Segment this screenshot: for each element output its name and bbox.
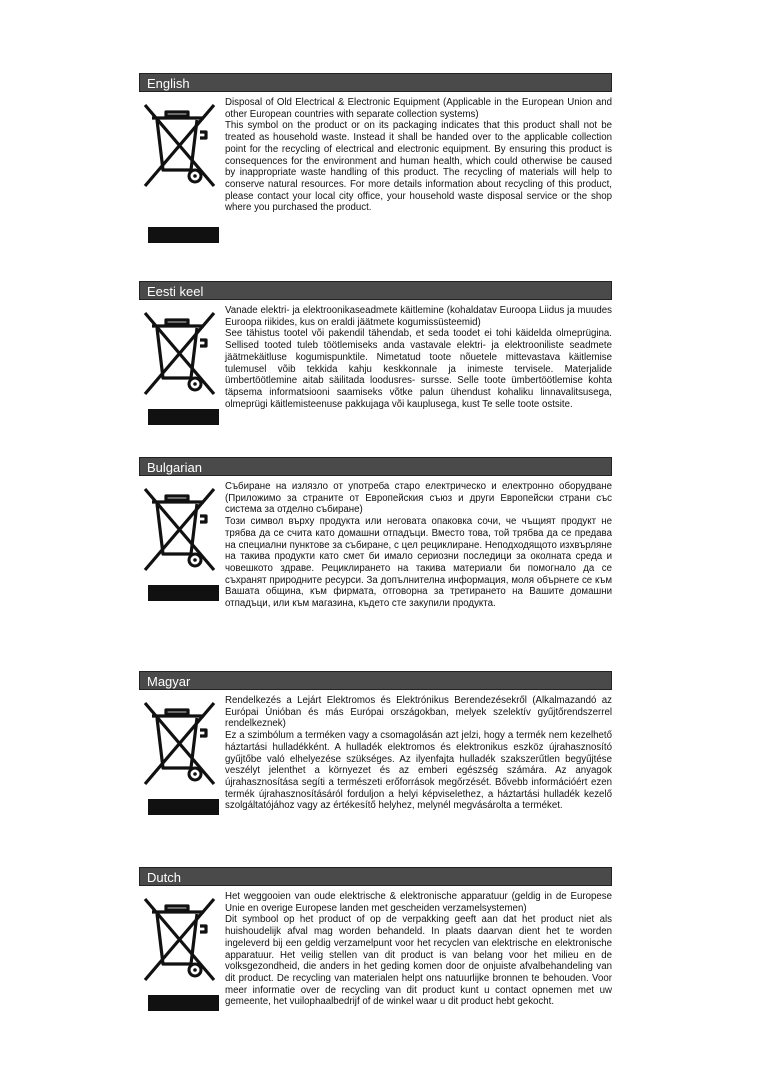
- section-paragraph: Ez a szimbólum a terméken vagy a csomagolásán azt jelzi, hogy a termék nem kezelhető háztartási hulladékként. A hulladék elektromos és elektronikus eszköz újrahasznosító gyűjtőbe való elhelyezése szükséges. Az ilyenfajta hulladék szakszerűtlen begyűjtése veszélyt jelenthet a környezet és az emberi egészség számára. Az anyagok újrahasznosítása segíti a természeti erőforrások megőrzését. Bővebb információért ezen termék újrahasznosításáról forduljon a helyi képviselethez, a háztartási hulladék kezelő szolgáltatójához vagy az értékesítő helyhez, melynél megvásárolta a terméket.: [225, 730, 612, 812]
- black-bar: [148, 227, 219, 243]
- icon-column: [139, 695, 225, 853]
- section-body: [139, 690, 612, 853]
- black-bar: [148, 585, 219, 601]
- section-title: Vanade elektri- ja elektroonikaseadmete käitlemine (kohaldatav Euroopa Liidus ja muudes Euroopa riikides, kus on eraldi jäätmete kogumissüsteemid): [225, 305, 612, 328]
- section-text: [225, 481, 612, 657]
- section-header: Magyar: [139, 671, 612, 690]
- black-bar: [148, 995, 219, 1011]
- crossed-out-wheelie-bin-icon: [140, 896, 220, 986]
- section-body: [139, 300, 612, 443]
- black-bar: [148, 409, 219, 425]
- section-eesti-keel: [139, 281, 612, 443]
- section-header: Dutch: [139, 867, 612, 886]
- section-dutch: [139, 867, 612, 1055]
- section-body: [139, 476, 612, 657]
- section-title: Rendelkezés a Lejárt Elektromos és Elektrónikus Berendezésekről (Alkalmazandó az Európai Únióban és más Európai országokban, melyek szelektív gyűjtőrendszerrel rendelkeznek): [225, 695, 612, 730]
- weee-disposal-document: [139, 73, 612, 1069]
- section-bulgarian: [139, 457, 612, 657]
- section-body: [139, 92, 612, 267]
- icon-column: [139, 97, 225, 267]
- black-bar: [148, 799, 219, 815]
- crossed-out-wheelie-bin-icon: [140, 310, 220, 400]
- section-title: Събиране на излязло от употреба старо електрическо и електронно оборудване (Приложимо за страните от Европейския съюз и други Европейски страни със система за отделно събиране): [225, 481, 612, 516]
- section-paragraph: Dit symbool op het product of op de verpakking geeft aan dat het product niet als huishoudelijk afval mag worden behandeld. In plaats daarvan dient het te worden ingeleverd bij een geldig verzamelpunt voor het recyclen van elektrische en elektronische apparatuur. Het veilig stellen van dit product is van belang voor het milieu en de volksgezondheid, die anders in het geding komen door de onjuiste afvalbehandeling van dit product. De recycling van materialen helpt ons natuurlijke bronnen te behouden. Voor meer informatie over de recycling van dit product kunt u contact opnemen met uw gemeente, het vuilophaalbedrijf of de winkel waar u dit product hebt gekocht.: [225, 914, 612, 1008]
- section-paragraph: Този символ върху продукта или неговата опаковка сочи, че чъщият продукт не трябва да се счита като домашни отпадъци. Вместо това, той трябва да се предава на специални пунктове за събиране, с цел рециклиране. Неподходящото изхвърляне на такива продукти като смет би имало сериозни последици за околната среда и човешкото здраве. Рециклирането на такива материали би помогнало да се съхранят природните ресурси. За допълнителна информация, моля обърнете се към Вашата община, към фирмата, отговорна за третирането на Вашите домашни отпадъци, или към магазина, където сте закупили продукта.: [225, 516, 612, 610]
- section-text: [225, 891, 612, 1055]
- crossed-out-wheelie-bin-icon: [140, 700, 220, 790]
- icon-column: [139, 481, 225, 657]
- section-text: [225, 97, 612, 267]
- section-text: [225, 695, 612, 853]
- icon-column: [139, 891, 225, 1055]
- icon-column: [139, 305, 225, 443]
- section-english: [139, 73, 612, 267]
- crossed-out-wheelie-bin-icon: [140, 102, 220, 192]
- section-header: English: [139, 73, 612, 92]
- section-title: Het weggooien van oude elektrische & elektronische apparatuur (geldig in de Europese Unie en overige Europese landen met gescheiden verzamelsystemen): [225, 891, 612, 914]
- section-magyar: [139, 671, 612, 853]
- section-title: Disposal of Old Electrical & Electronic Equipment (Applicable in the European Union and other European countries with separate collection systems): [225, 97, 612, 120]
- section-paragraph: This symbol on the product or on its packaging indicates that this product shall not be treated as household waste. Instead it shall be handed over to the applicable collection point for the recycling of electrical and electronic equipment. By ensuring this product is consequences for the environment and human health, which could otherwise be caused by inappropriate waste handling of this product. The recycling of materials will help to conserve natural resources. For more details information about recycling of this product, please contact your local city office, your household waste disposal service or the shop where you purchased the product.: [225, 120, 612, 214]
- crossed-out-wheelie-bin-icon: [140, 486, 220, 576]
- section-paragraph: See tähistus tootel või pakendil tähendab, et seda toodet ei tohi käidelda olmeprügina. Sellised tooted tuleb töötlemiseks anda vastavale elektri- ja elektrooniliste seadmete jäätmekäitluse kogumispunktile. Nimetatud toote nõuetele mittevastava käitlemise tulemusel võib tekkida kahju keskkonnale ja inimeste tervisele. Materjalide ümbertöötlemine aitab säilitada loodusres- sursse. Selle toote ümbertöötlemise kohta täpsema informatsiooni saamiseks võtke palun ühendust kohaliku linnavalitsusega, olmeprügi käitlemisteenuse pakkujaga või kauplusega, kust Te selle toote ostsite.: [225, 328, 612, 410]
- section-header: Bulgarian: [139, 457, 612, 476]
- section-text: [225, 305, 612, 443]
- section-body: [139, 886, 612, 1055]
- section-header: Eesti keel: [139, 281, 612, 300]
